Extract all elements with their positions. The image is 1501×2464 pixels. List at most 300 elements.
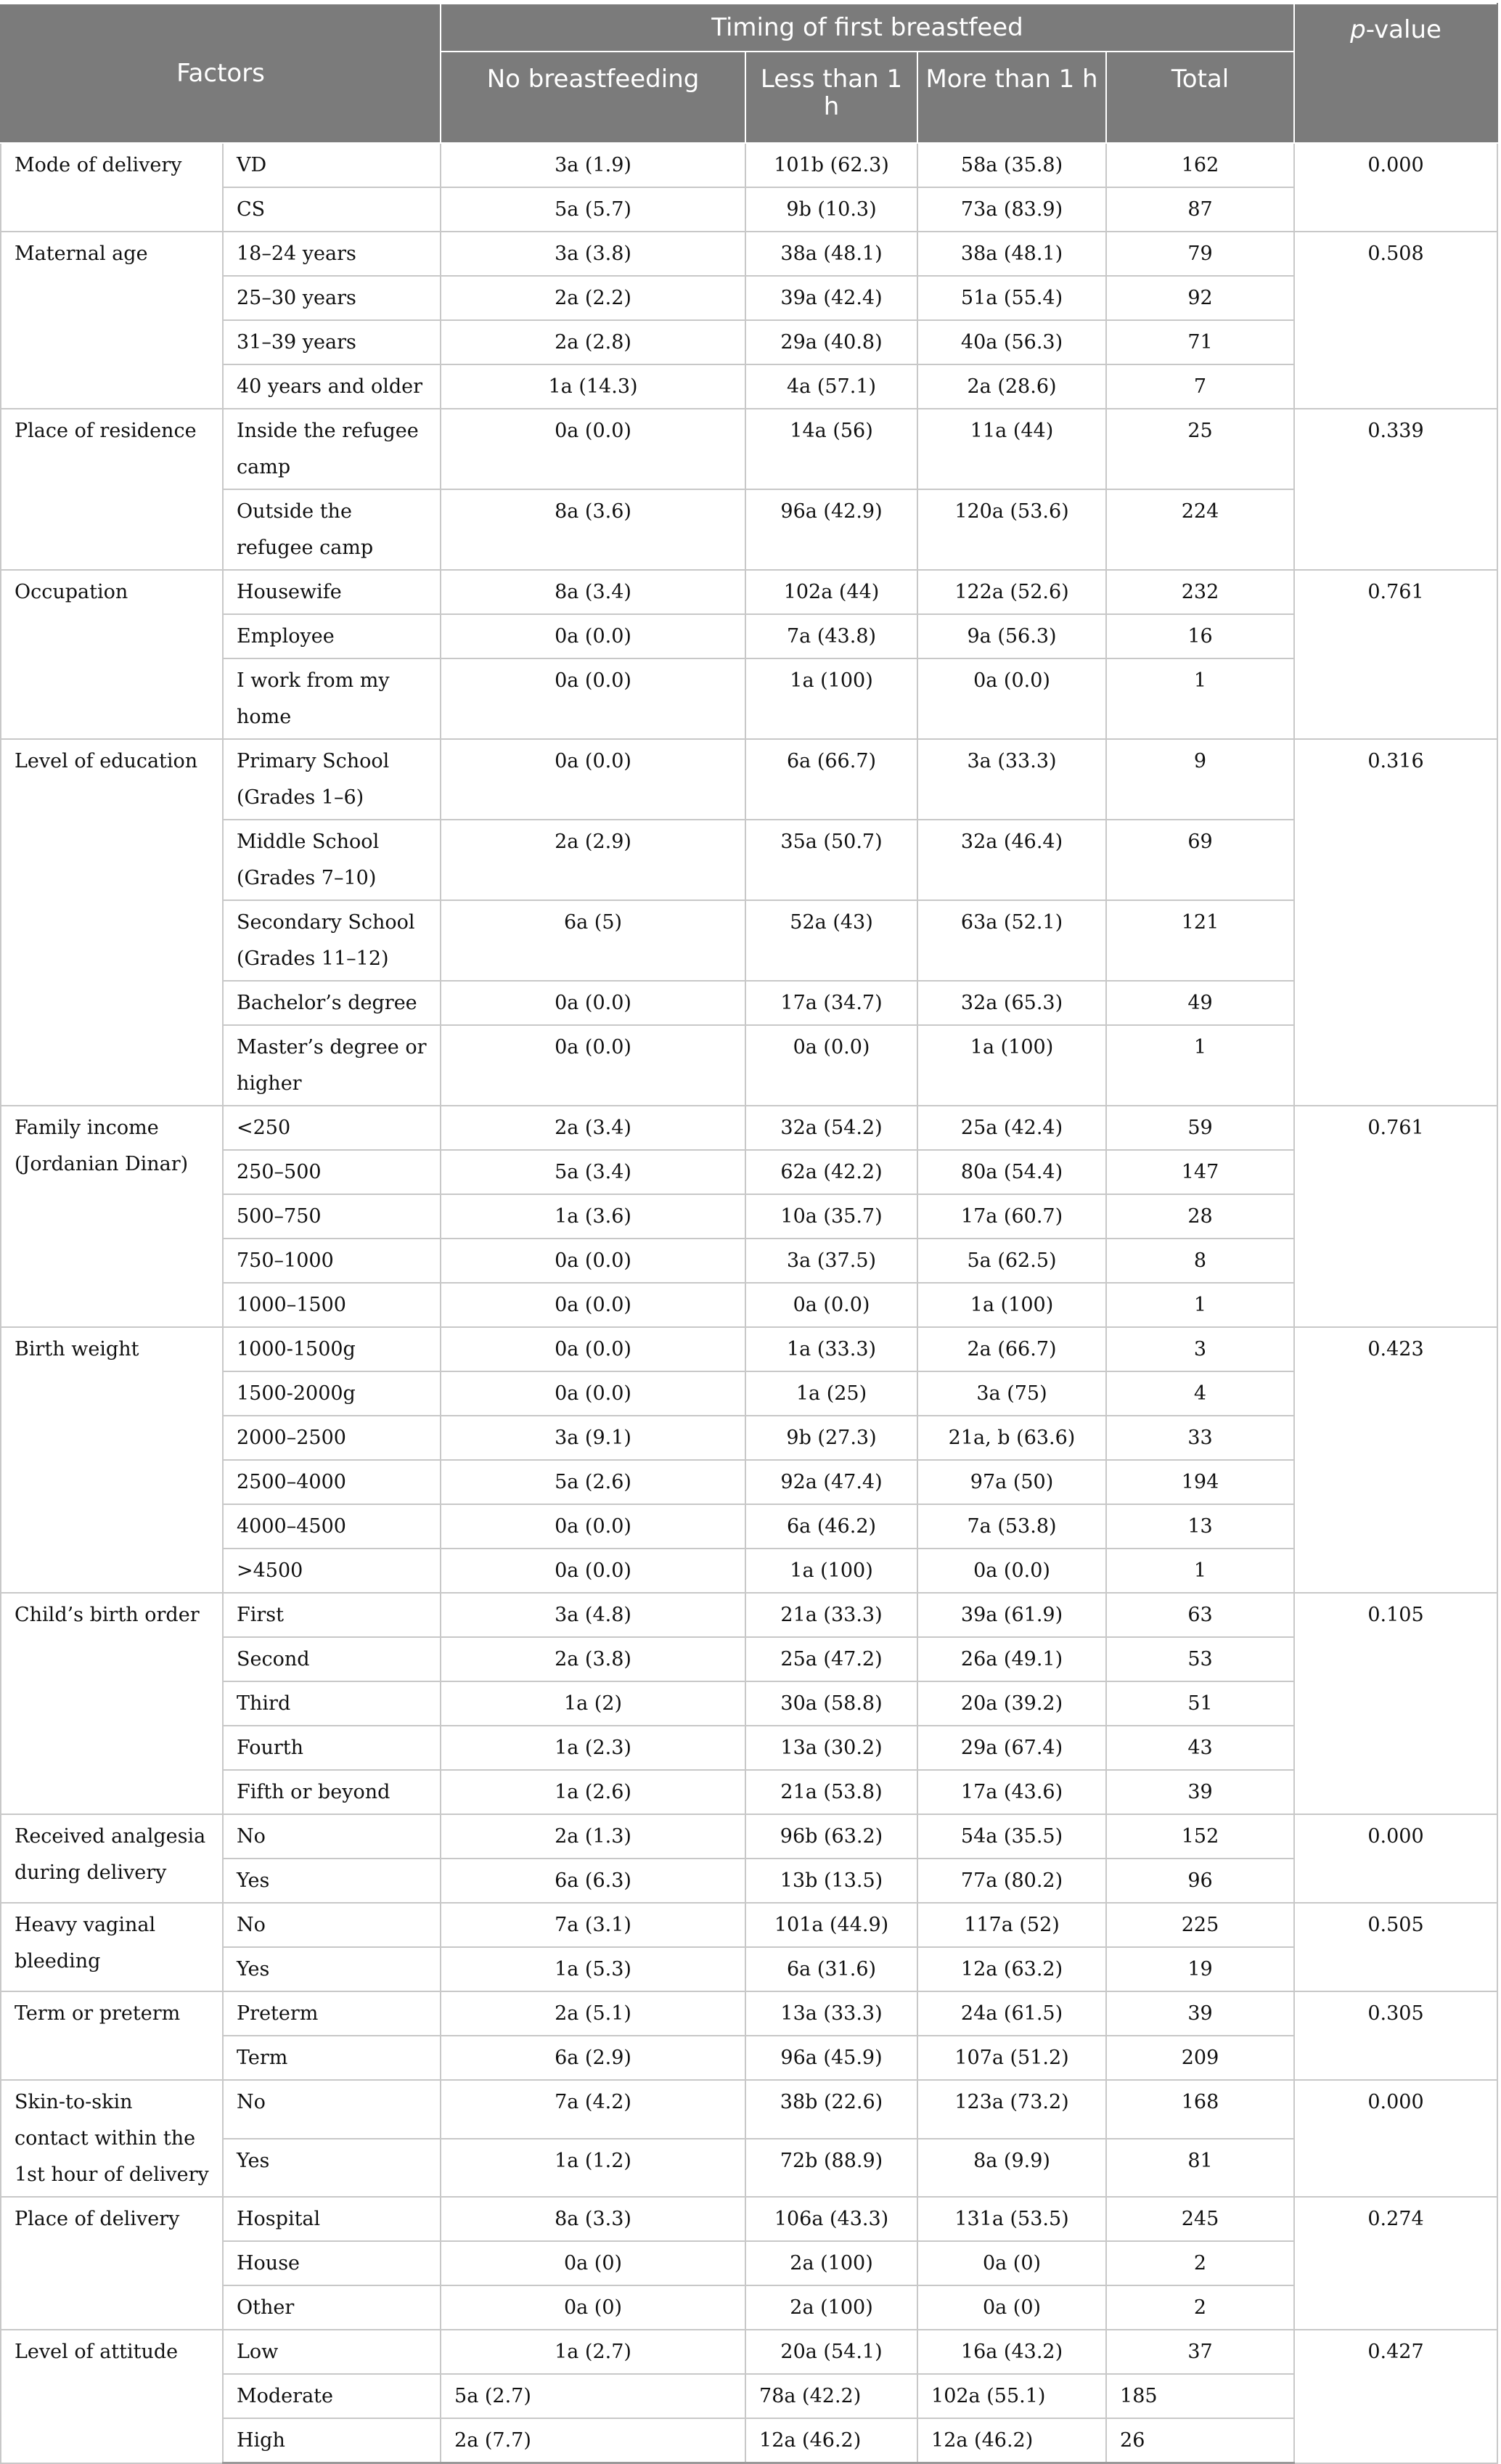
cell-more-than-1h: 12a (46.2) xyxy=(917,2418,1106,2463)
cell-no-breastfeeding: 3a (4.8) xyxy=(441,1593,745,1637)
table-row xyxy=(1,2330,1497,2374)
breastfeed-timing-table xyxy=(0,3,1498,2464)
cell-less-than-1h: 1a (100) xyxy=(745,1549,917,1593)
table-row xyxy=(1,2285,1497,2330)
cell-total: 49 xyxy=(1106,981,1294,1025)
pvalue-cell: 0.339 xyxy=(1294,409,1497,570)
row-label: Employee xyxy=(223,614,441,658)
cell-no-breastfeeding: 1a (14.3) xyxy=(441,364,745,409)
table-body xyxy=(1,143,1497,2463)
pvalue-cell: 0.423 xyxy=(1294,1327,1497,1593)
row-label: 25–30 years xyxy=(223,276,441,320)
cell-no-breastfeeding: 0a (0.0) xyxy=(441,614,745,658)
cell-less-than-1h: 2a (100) xyxy=(745,2241,917,2285)
row-label: Housewife xyxy=(223,570,441,614)
cell-total: 232 xyxy=(1106,570,1294,614)
cell-less-than-1h: 32a (54.2) xyxy=(745,1106,917,1150)
row-label: Secondary School (Grades 11–12) xyxy=(223,900,441,981)
row-label: Master’s degree or higher xyxy=(223,1025,441,1106)
cell-no-breastfeeding: 0a (0) xyxy=(441,2285,745,2330)
row-label: CS xyxy=(223,187,441,232)
cell-less-than-1h: 62a (42.2) xyxy=(745,1150,917,1194)
cell-less-than-1h: 20a (54.1) xyxy=(745,2330,917,2374)
table-row xyxy=(1,1283,1497,1327)
table-row xyxy=(1,2241,1497,2285)
cell-no-breastfeeding: 5a (5.7) xyxy=(441,187,745,232)
cell-more-than-1h: 32a (46.4) xyxy=(917,820,1106,900)
header-no-breastfeeding: No breastfeeding xyxy=(441,52,745,143)
pvalue-cell: 0.305 xyxy=(1294,1991,1497,2080)
cell-less-than-1h: 21a (53.8) xyxy=(745,1770,917,1814)
pvalue-cell: 0.274 xyxy=(1294,2197,1497,2330)
cell-total: 19 xyxy=(1106,1947,1294,1991)
cell-total: 79 xyxy=(1106,232,1294,276)
cell-no-breastfeeding: 1a (2.7) xyxy=(441,2330,745,2374)
cell-less-than-1h: 2a (100) xyxy=(745,2285,917,2330)
cell-more-than-1h: 131a (53.5) xyxy=(917,2197,1106,2241)
table-row xyxy=(1,489,1497,570)
cell-less-than-1h: 13a (30.2) xyxy=(745,1726,917,1770)
cell-less-than-1h: 4a (57.1) xyxy=(745,364,917,409)
cell-total: 4 xyxy=(1106,1371,1294,1416)
cell-more-than-1h: 63a (52.1) xyxy=(917,900,1106,981)
cell-less-than-1h: 101a (44.9) xyxy=(745,1903,917,1947)
cell-total: 1 xyxy=(1106,658,1294,739)
cell-no-breastfeeding: 7a (4.2) xyxy=(441,2080,745,2139)
header-timing: Timing of first breastfeed xyxy=(441,4,1294,52)
row-label: Fifth or beyond xyxy=(223,1770,441,1814)
cell-no-breastfeeding: 0a (0.0) xyxy=(441,1025,745,1106)
factor-cell: Occupation xyxy=(1,570,223,739)
pvalue-cell: 0.000 xyxy=(1294,143,1497,232)
cell-total: 3 xyxy=(1106,1327,1294,1371)
factor-cell: Place of residence xyxy=(1,409,223,570)
cell-more-than-1h: 0a (0) xyxy=(917,2285,1106,2330)
table-row xyxy=(1,1681,1497,1726)
row-label: Low xyxy=(223,2330,441,2374)
row-label: VD xyxy=(223,143,441,187)
header-factors: Factors xyxy=(1,4,441,143)
row-label: No xyxy=(223,2080,441,2139)
cell-more-than-1h: 7a (53.8) xyxy=(917,1504,1106,1549)
cell-total: 7 xyxy=(1106,364,1294,409)
table-row xyxy=(1,570,1497,614)
cell-less-than-1h: 38b (22.6) xyxy=(745,2080,917,2139)
pvalue-cell: 0.105 xyxy=(1294,1593,1497,1814)
table-row xyxy=(1,981,1497,1025)
cell-total: 28 xyxy=(1106,1194,1294,1239)
cell-more-than-1h: 40a (56.3) xyxy=(917,320,1106,364)
row-label: Bachelor’s degree xyxy=(223,981,441,1025)
cell-more-than-1h: 107a (51.2) xyxy=(917,2036,1106,2080)
cell-total: 1 xyxy=(1106,1025,1294,1106)
cell-no-breastfeeding: 5a (2.7) xyxy=(441,2374,745,2418)
table-row xyxy=(1,1416,1497,1460)
table-row xyxy=(1,1150,1497,1194)
table-row xyxy=(1,1239,1497,1283)
pvalue-cell: 0.000 xyxy=(1294,2080,1497,2197)
cell-more-than-1h: 39a (61.9) xyxy=(917,1593,1106,1637)
cell-total: 225 xyxy=(1106,1903,1294,1947)
cell-more-than-1h: 17a (43.6) xyxy=(917,1770,1106,1814)
cell-less-than-1h: 92a (47.4) xyxy=(745,1460,917,1504)
cell-total: 39 xyxy=(1106,1770,1294,1814)
cell-no-breastfeeding: 2a (1.3) xyxy=(441,1814,745,1859)
cell-more-than-1h: 25a (42.4) xyxy=(917,1106,1106,1150)
cell-total: 185 xyxy=(1106,2374,1294,2418)
cell-less-than-1h: 3a (37.5) xyxy=(745,1239,917,1283)
row-label: 1000-1500g xyxy=(223,1327,441,1371)
cell-total: 194 xyxy=(1106,1460,1294,1504)
row-label: House xyxy=(223,2241,441,2285)
cell-total: 245 xyxy=(1106,2197,1294,2241)
cell-total: 8 xyxy=(1106,1239,1294,1283)
cell-more-than-1h: 102a (55.1) xyxy=(917,2374,1106,2418)
row-label: No xyxy=(223,1903,441,1947)
pvalue-cell: 0.316 xyxy=(1294,739,1497,1106)
row-label: 750–1000 xyxy=(223,1239,441,1283)
cell-total: 2 xyxy=(1106,2241,1294,2285)
cell-no-breastfeeding: 8a (3.6) xyxy=(441,489,745,570)
cell-more-than-1h: 1a (100) xyxy=(917,1025,1106,1106)
cell-no-breastfeeding: 0a (0) xyxy=(441,2241,745,2285)
table-row xyxy=(1,1327,1497,1371)
table-row xyxy=(1,2197,1497,2241)
pvalue-cell: 0.427 xyxy=(1294,2330,1497,2463)
table-row xyxy=(1,1460,1497,1504)
cell-more-than-1h: 1a (100) xyxy=(917,1283,1106,1327)
row-label: Hospital xyxy=(223,2197,441,2241)
cell-more-than-1h: 54a (35.5) xyxy=(917,1814,1106,1859)
cell-no-breastfeeding: 8a (3.4) xyxy=(441,570,745,614)
cell-more-than-1h: 11a (44) xyxy=(917,409,1106,489)
cell-less-than-1h: 101b (62.3) xyxy=(745,143,917,187)
factor-cell: Heavy vaginal bleeding xyxy=(1,1903,223,1991)
cell-no-breastfeeding: 0a (0.0) xyxy=(441,658,745,739)
cell-less-than-1h: 7a (43.8) xyxy=(745,614,917,658)
cell-more-than-1h: 117a (52) xyxy=(917,1903,1106,1947)
cell-no-breastfeeding: 2a (2.8) xyxy=(441,320,745,364)
cell-total: 51 xyxy=(1106,1681,1294,1726)
row-label: Inside the refugee camp xyxy=(223,409,441,489)
cell-no-breastfeeding: 1a (5.3) xyxy=(441,1947,745,1991)
cell-less-than-1h: 9b (10.3) xyxy=(745,187,917,232)
table-row xyxy=(1,1593,1497,1637)
factor-cell: Mode of delivery xyxy=(1,143,223,232)
row-label: First xyxy=(223,1593,441,1637)
cell-no-breastfeeding: 0a (0.0) xyxy=(441,409,745,489)
table-row xyxy=(1,1504,1497,1549)
row-label: Term xyxy=(223,2036,441,2080)
row-label: Other xyxy=(223,2285,441,2330)
cell-more-than-1h: 2a (28.6) xyxy=(917,364,1106,409)
cell-no-breastfeeding: 1a (2) xyxy=(441,1681,745,1726)
row-label: 500–750 xyxy=(223,1194,441,1239)
table-row xyxy=(1,2080,1497,2139)
cell-total: 209 xyxy=(1106,2036,1294,2080)
cell-total: 13 xyxy=(1106,1504,1294,1549)
cell-no-breastfeeding: 0a (0.0) xyxy=(441,1327,745,1371)
header-less-than-1h: Less than 1 h xyxy=(745,52,917,143)
cell-total: 71 xyxy=(1106,320,1294,364)
cell-total: 81 xyxy=(1106,2139,1294,2198)
cell-no-breastfeeding: 0a (0.0) xyxy=(441,1371,745,1416)
header-pvalue-p: p xyxy=(1350,15,1366,44)
table-row xyxy=(1,143,1497,187)
table-row xyxy=(1,320,1497,364)
cell-less-than-1h: 72b (88.9) xyxy=(745,2139,917,2198)
table-row xyxy=(1,900,1497,981)
cell-less-than-1h: 96b (63.2) xyxy=(745,1814,917,1859)
cell-total: 43 xyxy=(1106,1726,1294,1770)
cell-no-breastfeeding: 0a (0.0) xyxy=(441,1239,745,1283)
cell-less-than-1h: 21a (33.3) xyxy=(745,1593,917,1637)
cell-more-than-1h: 26a (49.1) xyxy=(917,1637,1106,1681)
row-label: <250 xyxy=(223,1106,441,1150)
row-label: 250–500 xyxy=(223,1150,441,1194)
table-row xyxy=(1,1770,1497,1814)
factor-cell: Level of education xyxy=(1,739,223,1106)
cell-more-than-1h: 12a (63.2) xyxy=(917,1947,1106,1991)
cell-total: 224 xyxy=(1106,489,1294,570)
cell-more-than-1h: 3a (75) xyxy=(917,1371,1106,1416)
cell-more-than-1h: 32a (65.3) xyxy=(917,981,1106,1025)
cell-more-than-1h: 5a (62.5) xyxy=(917,1239,1106,1283)
row-label: 40 years and older xyxy=(223,364,441,409)
cell-no-breastfeeding: 5a (3.4) xyxy=(441,1150,745,1194)
cell-less-than-1h: 1a (100) xyxy=(745,658,917,739)
cell-less-than-1h: 102a (44) xyxy=(745,570,917,614)
cell-no-breastfeeding: 6a (5) xyxy=(441,900,745,981)
pvalue-cell: 0.761 xyxy=(1294,1106,1497,1327)
cell-no-breastfeeding: 2a (7.7) xyxy=(441,2418,745,2463)
cell-total: 69 xyxy=(1106,820,1294,900)
cell-more-than-1h: 123a (73.2) xyxy=(917,2080,1106,2139)
table-row xyxy=(1,1106,1497,1150)
cell-total: 9 xyxy=(1106,739,1294,820)
table-row xyxy=(1,1859,1497,1903)
cell-no-breastfeeding: 0a (0.0) xyxy=(441,981,745,1025)
cell-no-breastfeeding: 7a (3.1) xyxy=(441,1903,745,1947)
factor-cell: Child’s birth order xyxy=(1,1593,223,1814)
cell-total: 53 xyxy=(1106,1637,1294,1681)
cell-more-than-1h: 80a (54.4) xyxy=(917,1150,1106,1194)
table-row xyxy=(1,2139,1497,2198)
cell-total: 1 xyxy=(1106,1549,1294,1593)
row-label: High xyxy=(223,2418,441,2463)
cell-no-breastfeeding: 2a (3.8) xyxy=(441,1637,745,1681)
table-row xyxy=(1,739,1497,820)
cell-less-than-1h: 17a (34.7) xyxy=(745,981,917,1025)
row-label: I work from my home xyxy=(223,658,441,739)
row-label: 4000–4500 xyxy=(223,1504,441,1549)
row-label: Second xyxy=(223,1637,441,1681)
cell-less-than-1h: 14a (56) xyxy=(745,409,917,489)
cell-no-breastfeeding: 8a (3.3) xyxy=(441,2197,745,2241)
cell-more-than-1h: 0a (0.0) xyxy=(917,658,1106,739)
pvalue-cell: 0.508 xyxy=(1294,232,1497,409)
factor-cell: Maternal age xyxy=(1,232,223,409)
cell-no-breastfeeding: 1a (1.2) xyxy=(441,2139,745,2198)
cell-more-than-1h: 0a (0.0) xyxy=(917,1549,1106,1593)
cell-less-than-1h: 38a (48.1) xyxy=(745,232,917,276)
cell-total: 2 xyxy=(1106,2285,1294,2330)
cell-less-than-1h: 96a (42.9) xyxy=(745,489,917,570)
table-row xyxy=(1,2374,1497,2418)
cell-less-than-1h: 6a (66.7) xyxy=(745,739,917,820)
row-label: 1000–1500 xyxy=(223,1283,441,1327)
cell-less-than-1h: 6a (31.6) xyxy=(745,1947,917,1991)
row-label: 2500–4000 xyxy=(223,1460,441,1504)
cell-less-than-1h: 6a (46.2) xyxy=(745,1504,917,1549)
cell-no-breastfeeding: 6a (6.3) xyxy=(441,1859,745,1903)
cell-no-breastfeeding: 5a (2.6) xyxy=(441,1460,745,1504)
cell-no-breastfeeding: 0a (0.0) xyxy=(441,1504,745,1549)
row-label: Primary School (Grades 1–6) xyxy=(223,739,441,820)
factor-cell: Level of attitude xyxy=(1,2330,223,2463)
cell-no-breastfeeding: 3a (9.1) xyxy=(441,1416,745,1460)
table-row xyxy=(1,187,1497,232)
cell-less-than-1h: 39a (42.4) xyxy=(745,276,917,320)
table-row xyxy=(1,1726,1497,1770)
cell-less-than-1h: 0a (0.0) xyxy=(745,1283,917,1327)
table-row xyxy=(1,409,1497,489)
row-label: Yes xyxy=(223,2139,441,2198)
cell-total: 37 xyxy=(1106,2330,1294,2374)
cell-less-than-1h: 106a (43.3) xyxy=(745,2197,917,2241)
table-row xyxy=(1,1371,1497,1416)
cell-more-than-1h: 8a (9.9) xyxy=(917,2139,1106,2198)
table-row xyxy=(1,2036,1497,2080)
row-label: 2000–2500 xyxy=(223,1416,441,1460)
cell-less-than-1h: 13a (33.3) xyxy=(745,1991,917,2036)
row-label: 18–24 years xyxy=(223,232,441,276)
cell-no-breastfeeding: 3a (1.9) xyxy=(441,143,745,187)
pvalue-cell: 0.000 xyxy=(1294,1814,1497,1903)
cell-no-breastfeeding: 6a (2.9) xyxy=(441,2036,745,2080)
cell-total: 25 xyxy=(1106,409,1294,489)
row-label: 31–39 years xyxy=(223,320,441,364)
cell-total: 162 xyxy=(1106,143,1294,187)
cell-more-than-1h: 0a (0) xyxy=(917,2241,1106,2285)
cell-no-breastfeeding: 2a (2.2) xyxy=(441,276,745,320)
cell-less-than-1h: 96a (45.9) xyxy=(745,2036,917,2080)
table-row xyxy=(1,820,1497,900)
header-pvalue xyxy=(1294,4,1497,143)
cell-total: 33 xyxy=(1106,1416,1294,1460)
cell-more-than-1h: 17a (60.7) xyxy=(917,1194,1106,1239)
table-row xyxy=(1,1947,1497,1991)
table-row xyxy=(1,658,1497,739)
row-label: Preterm xyxy=(223,1991,441,2036)
cell-more-than-1h: 77a (80.2) xyxy=(917,1859,1106,1903)
row-label: Outside the refugee camp xyxy=(223,489,441,570)
table-row xyxy=(1,614,1497,658)
row-label: Yes xyxy=(223,1859,441,1903)
table-row xyxy=(1,1637,1497,1681)
cell-total: 96 xyxy=(1106,1859,1294,1903)
row-label: Moderate xyxy=(223,2374,441,2418)
cell-less-than-1h: 1a (33.3) xyxy=(745,1327,917,1371)
table-row xyxy=(1,1814,1497,1859)
table-row xyxy=(1,276,1497,320)
cell-more-than-1h: 2a (66.7) xyxy=(917,1327,1106,1371)
cell-less-than-1h: 0a (0.0) xyxy=(745,1025,917,1106)
cell-total: 1 xyxy=(1106,1283,1294,1327)
cell-less-than-1h: 52a (43) xyxy=(745,900,917,981)
cell-no-breastfeeding: 0a (0.0) xyxy=(441,1283,745,1327)
factor-cell: Received analgesia during delivery xyxy=(1,1814,223,1903)
factor-cell: Family income (Jordanian Dinar) xyxy=(1,1106,223,1327)
table-row xyxy=(1,1194,1497,1239)
table-row xyxy=(1,1025,1497,1106)
table-row xyxy=(1,1549,1497,1593)
cell-total: 147 xyxy=(1106,1150,1294,1194)
row-label: >4500 xyxy=(223,1549,441,1593)
cell-no-breastfeeding: 2a (3.4) xyxy=(441,1106,745,1150)
cell-total: 16 xyxy=(1106,614,1294,658)
cell-less-than-1h: 1a (25) xyxy=(745,1371,917,1416)
table-row xyxy=(1,364,1497,409)
cell-less-than-1h: 30a (58.8) xyxy=(745,1681,917,1726)
cell-no-breastfeeding: 1a (2.3) xyxy=(441,1726,745,1770)
cell-more-than-1h: 3a (33.3) xyxy=(917,739,1106,820)
cell-less-than-1h: 35a (50.7) xyxy=(745,820,917,900)
table-row xyxy=(1,1991,1497,2036)
header-total: Total xyxy=(1106,52,1294,143)
cell-less-than-1h: 25a (47.2) xyxy=(745,1637,917,1681)
cell-total: 168 xyxy=(1106,2080,1294,2139)
row-label: Fourth xyxy=(223,1726,441,1770)
cell-no-breastfeeding: 0a (0.0) xyxy=(441,739,745,820)
cell-total: 59 xyxy=(1106,1106,1294,1150)
cell-no-breastfeeding: 1a (3.6) xyxy=(441,1194,745,1239)
cell-less-than-1h: 10a (35.7) xyxy=(745,1194,917,1239)
cell-no-breastfeeding: 1a (2.6) xyxy=(441,1770,745,1814)
cell-total: 92 xyxy=(1106,276,1294,320)
row-label: Yes xyxy=(223,1947,441,1991)
cell-more-than-1h: 20a (39.2) xyxy=(917,1681,1106,1726)
row-label: No xyxy=(223,1814,441,1859)
cell-more-than-1h: 51a (55.4) xyxy=(917,276,1106,320)
cell-no-breastfeeding: 3a (3.8) xyxy=(441,232,745,276)
cell-less-than-1h: 29a (40.8) xyxy=(745,320,917,364)
cell-total: 26 xyxy=(1106,2418,1294,2463)
cell-more-than-1h: 97a (50) xyxy=(917,1460,1106,1504)
cell-more-than-1h: 9a (56.3) xyxy=(917,614,1106,658)
cell-total: 87 xyxy=(1106,187,1294,232)
cell-less-than-1h: 9b (27.3) xyxy=(745,1416,917,1460)
cell-less-than-1h: 78a (42.2) xyxy=(745,2374,917,2418)
cell-total: 39 xyxy=(1106,1991,1294,2036)
factor-cell: Birth weight xyxy=(1,1327,223,1593)
factor-cell: Term or preterm xyxy=(1,1991,223,2080)
cell-more-than-1h: 29a (67.4) xyxy=(917,1726,1106,1770)
row-label: 1500-2000g xyxy=(223,1371,441,1416)
cell-total: 152 xyxy=(1106,1814,1294,1859)
cell-more-than-1h: 16a (43.2) xyxy=(917,2330,1106,2374)
factor-cell: Place of delivery xyxy=(1,2197,223,2330)
cell-more-than-1h: 120a (53.6) xyxy=(917,489,1106,570)
table-row xyxy=(1,2418,1497,2463)
pvalue-cell: 0.505 xyxy=(1294,1903,1497,1991)
row-label: Middle School (Grades 7–10) xyxy=(223,820,441,900)
table-header xyxy=(1,4,1497,143)
cell-no-breastfeeding: 2a (5.1) xyxy=(441,1991,745,2036)
cell-less-than-1h: 12a (46.2) xyxy=(745,2418,917,2463)
row-label: Third xyxy=(223,1681,441,1726)
cell-less-than-1h: 13b (13.5) xyxy=(745,1859,917,1903)
